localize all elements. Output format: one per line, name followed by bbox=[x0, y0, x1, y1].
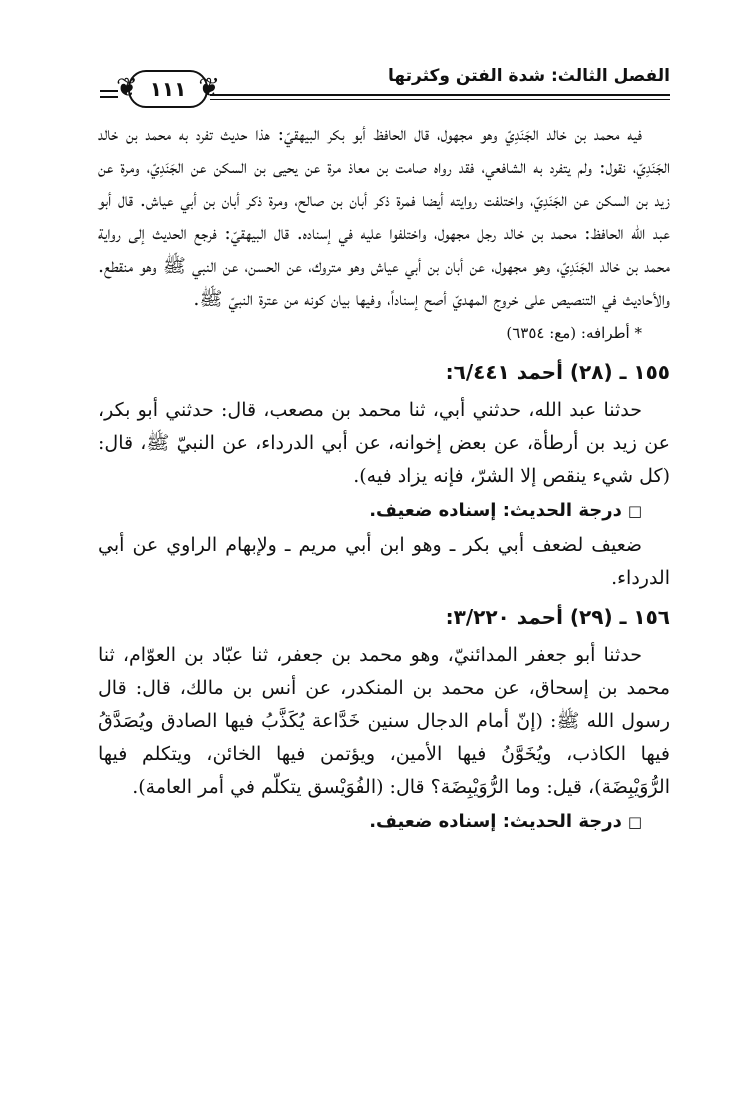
chapter-title: الفصل الثالث: شدة الفتن وكثرتها bbox=[388, 66, 670, 86]
ornament-right-icon: ❦ bbox=[198, 73, 220, 103]
grade-label: درجة الحديث: إسناده ضعيف. bbox=[369, 811, 622, 832]
hadith-156-heading: ١٥٦ ـ (٢٩) أحمد ٣/٢٢٠: bbox=[445, 605, 670, 629]
ornament-left-icon: ❦ bbox=[116, 73, 138, 103]
checkbox-square-icon: □ bbox=[627, 813, 642, 831]
grade-label: درجة الحديث: إسناده ضعيف. bbox=[369, 500, 622, 521]
hadith-155-heading: ١٥٥ ـ (٢٨) أحمد ٦/٤٤١: bbox=[445, 360, 670, 384]
header-rule bbox=[210, 94, 670, 96]
commentary-paragraph: فيه محمد بن خالد الجَنَدِيّ وهو مجهول، قال الحافظ أبو بكر البيهقيّ: هذا حديث تفرد به محمد بن خالد الجَنَدِيّ، نقول: ولم يتفرد به الشافعي، فقد رواه صامت بن معاذ مرة عن يحيى بن السكن عن الجَنَدِيّ، ومرة عن زيد بن السكن عن الجَنَدِيّ، واختلفت روايته أيضا فمرة ذكر أبان بن صالح، ومرة ذكر أبان بن أبي عياش. قال أبو عبد الله الحافظ: محمد بن خالد رجل مجهول، واختلفوا عليه في إسناده. قال البيهقيّ: فرجع الحديث إلى رواية محمد بن خالد الجَنَدِيّ، وهو مجهول، عن أبان بن أبي عياش وهو متروك، عن الحسن، عن النبي ﷺ وهو منقطع. والأحاديث في التنصيص على خروج المهديّ أصح إسناداً، وفيها بيان كونه من عترة النبيّ ﷺ. bbox=[98, 123, 670, 310]
header-rule-left bbox=[100, 90, 118, 98]
page-header bbox=[100, 60, 670, 110]
page-number-badge bbox=[116, 70, 220, 108]
page-body bbox=[98, 118, 670, 840]
cross-reference-note: * أطرافه: (مع: ٦٣٥٤) bbox=[506, 324, 642, 342]
header-rule-thin bbox=[210, 99, 670, 100]
checkbox-square-icon: □ bbox=[627, 502, 642, 520]
hadith-156-text: حدثنا أبو جعفر المدائنيّ، وهو محمد بن جعفر، ثنا عبّاد بن العوّام، ثنا محمد بن إسحاق، عن محمد بن المنكدر، عن أنس بن مالك، قال: قال رسول الله ﷺ: (إنّ أمام الدجال سنين خَدَّاعة يُكَذَّبُ فيها الصادق ويُصَدَّقُ فيها الكاذب، ويُخَوَّنُ فيها الأمين، ويؤتمن فيها الخائن، ويتكلم فيها الرُّوَيْبِضَة)، قيل: وما الرُّوَيْبِضَة؟ قال: (الفُوَيْسق يتكلّم في أمر العامة). bbox=[98, 644, 670, 798]
hadith-155-grade bbox=[98, 493, 670, 529]
hadith-155-comment: ضعيف لضعف أبي بكر ـ وهو ابن أبي مريم ـ ولإبهام الراوي عن أبي الدرداء. bbox=[98, 534, 670, 589]
hadith-155-text: حدثنا عبد الله، حدثني أبي، ثنا محمد بن مصعب، قال: حدثني أبو بكر، عن زيد بن أرطأة، عن بعض إخوانه، عن أبي الدرداء، عن النبيّ ﷺ، قال: (كل شيء ينقص إلا الشرّ، فإنه يزاد فيه). bbox=[98, 399, 670, 487]
hadith-156-grade bbox=[98, 804, 670, 840]
page-number: ١١١ bbox=[149, 77, 187, 101]
